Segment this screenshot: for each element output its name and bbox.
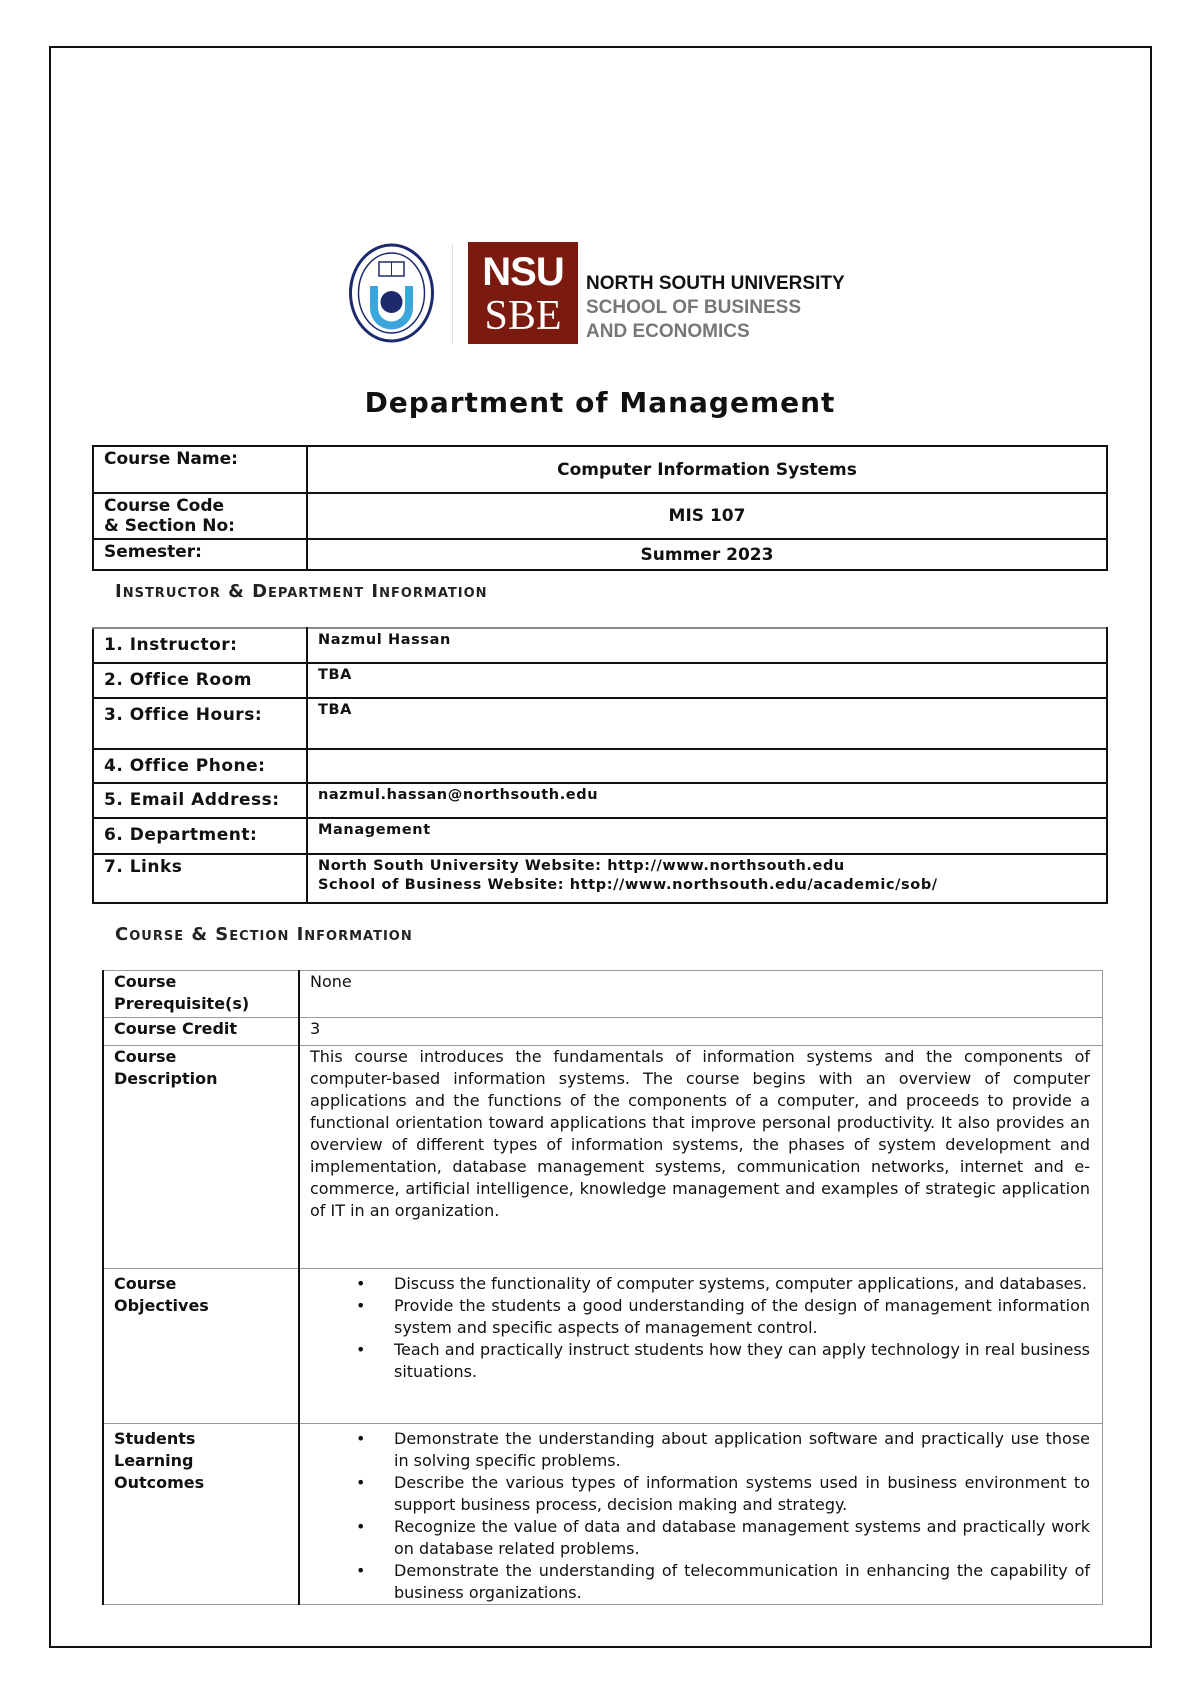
links-value	[307, 854, 1107, 903]
office-room-value: TBA	[307, 663, 1107, 698]
list-item: • Demonstrate the understanding about application software and practically use those in solving specific problems.	[394, 1428, 1090, 1472]
table-row	[103, 1269, 1103, 1424]
credit-label: Course Credit	[103, 1018, 299, 1046]
objectives-label-line2: Objectives	[114, 1296, 209, 1315]
office-hours-label: 3. Office Hours:	[93, 698, 307, 749]
logo-sbe-text: SBE	[484, 293, 562, 339]
objectives-list	[310, 1273, 1090, 1383]
course-section-heading: Course & Section Information	[115, 924, 413, 945]
office-phone-label: 4. Office Phone:	[93, 749, 307, 783]
outcomes-label-line1: Students	[114, 1429, 196, 1448]
prerequisite-value: None	[299, 971, 1103, 1018]
list-item: • Recognize the value of data and database management systems and practically work on database related problems.	[394, 1516, 1090, 1560]
course-name-label: Course Name:	[93, 446, 307, 493]
course-name-value: Computer Information Systems	[307, 446, 1107, 493]
course-code-label	[93, 493, 307, 539]
prerequisite-label	[103, 971, 299, 1018]
university-name: NORTH SOUTH UNIVERSITY	[586, 273, 845, 294]
list-item: • Provide the students a good understanding of the design of management information system and specific aspects of management control.	[394, 1295, 1090, 1339]
table-row	[103, 1424, 1103, 1605]
instructor-table	[92, 627, 1108, 904]
logo-nsu-text: NSU	[482, 250, 564, 294]
prerequisite-label-line2: Prerequisite(s)	[114, 994, 250, 1013]
list-item: • Demonstrate the understanding of telecommunication in enhancing the capability of business organizations.	[394, 1560, 1090, 1604]
description-label-line2: Description	[114, 1069, 218, 1088]
semester-value: Summer 2023	[307, 539, 1107, 570]
instructor-section-heading: Instructor & Department Information	[115, 581, 488, 602]
outcomes-label	[103, 1424, 299, 1605]
instructor-label: 1. Instructor:	[93, 628, 307, 663]
outcomes-label-line2: Learning	[114, 1451, 194, 1470]
course-code-label-line1: Course Code	[104, 496, 225, 516]
list-item: • Discuss the functionality of computer systems, computer applications, and databases.	[394, 1273, 1090, 1295]
outcomes-value	[299, 1424, 1103, 1605]
list-item: • Teach and practically instruct students how they can apply technology in real business situations.	[394, 1339, 1090, 1383]
email-label: 5. Email Address:	[93, 783, 307, 818]
school-name-line1: SCHOOL OF BUSINESS	[586, 297, 802, 318]
office-phone-value	[307, 749, 1107, 783]
outcomes-label-line3: Outcomes	[114, 1473, 205, 1492]
table-row	[93, 854, 1107, 903]
table-row	[93, 818, 1107, 854]
prerequisite-label-line1: Course	[114, 972, 177, 991]
table-row	[93, 493, 1107, 539]
table-row	[93, 698, 1107, 749]
objectives-label-line1: Course	[114, 1274, 177, 1293]
nsu-sbe-logo	[468, 242, 578, 344]
department-label: 6. Department:	[93, 818, 307, 854]
course-section-table	[102, 970, 1103, 1605]
table-row	[93, 783, 1107, 818]
table-row	[93, 446, 1107, 493]
table-row	[93, 539, 1107, 570]
course-info-table	[92, 445, 1108, 571]
instructor-value: Nazmul Hassan	[307, 628, 1107, 663]
table-row	[103, 971, 1103, 1018]
description-label-line1: Course	[114, 1047, 177, 1066]
office-room-label: 2. Office Room	[93, 663, 307, 698]
outcomes-list	[310, 1428, 1090, 1604]
table-row	[93, 663, 1107, 698]
semester-label: Semester:	[93, 539, 307, 570]
table-row	[93, 749, 1107, 783]
objectives-label	[103, 1269, 299, 1424]
email-value[interactable]: nazmul.hassan@northsouth.edu	[307, 783, 1107, 818]
description-label	[103, 1046, 299, 1269]
table-row	[93, 628, 1107, 663]
objectives-value	[299, 1269, 1103, 1424]
sob-website-link[interactable]: School of Business Website: http://www.northsouth.edu/academic/sob/	[318, 877, 938, 893]
table-row	[103, 1046, 1103, 1269]
department-value: Management	[307, 818, 1107, 854]
table-row	[103, 1018, 1103, 1046]
logo-divider	[452, 244, 453, 344]
list-item: • Describe the various types of information systems used in business environment to support business process, decision making and strategy.	[394, 1472, 1090, 1516]
description-value: This course introduces the fundamentals of information systems and the components of computer-based information systems. The course begins with an overview of computer applications and the functions of the components of a computer, and proceeds to provide a functional orientation toward applications that improve personal productivity. It also provides an overview of different types of information systems, the phases of system development and implementation, database management systems, communication networks, internet and e-commerce, artificial intelligence, knowledge management and examples of strategic application of IT in an organization.	[299, 1046, 1103, 1269]
logo-wordmark	[586, 272, 845, 344]
links-label: 7. Links	[93, 854, 307, 903]
page-title: Department of Management	[364, 386, 836, 419]
university-seal-logo	[348, 242, 435, 344]
school-name-line2: AND ECONOMICS	[586, 321, 750, 342]
course-code-label-line2: & Section No:	[104, 516, 235, 536]
course-code-value: MIS 107	[307, 493, 1107, 539]
credit-value: 3	[299, 1018, 1103, 1046]
office-hours-value: TBA	[307, 698, 1107, 749]
nsu-website-link[interactable]: North South University Website: http://www.northsouth.edu	[318, 858, 845, 874]
